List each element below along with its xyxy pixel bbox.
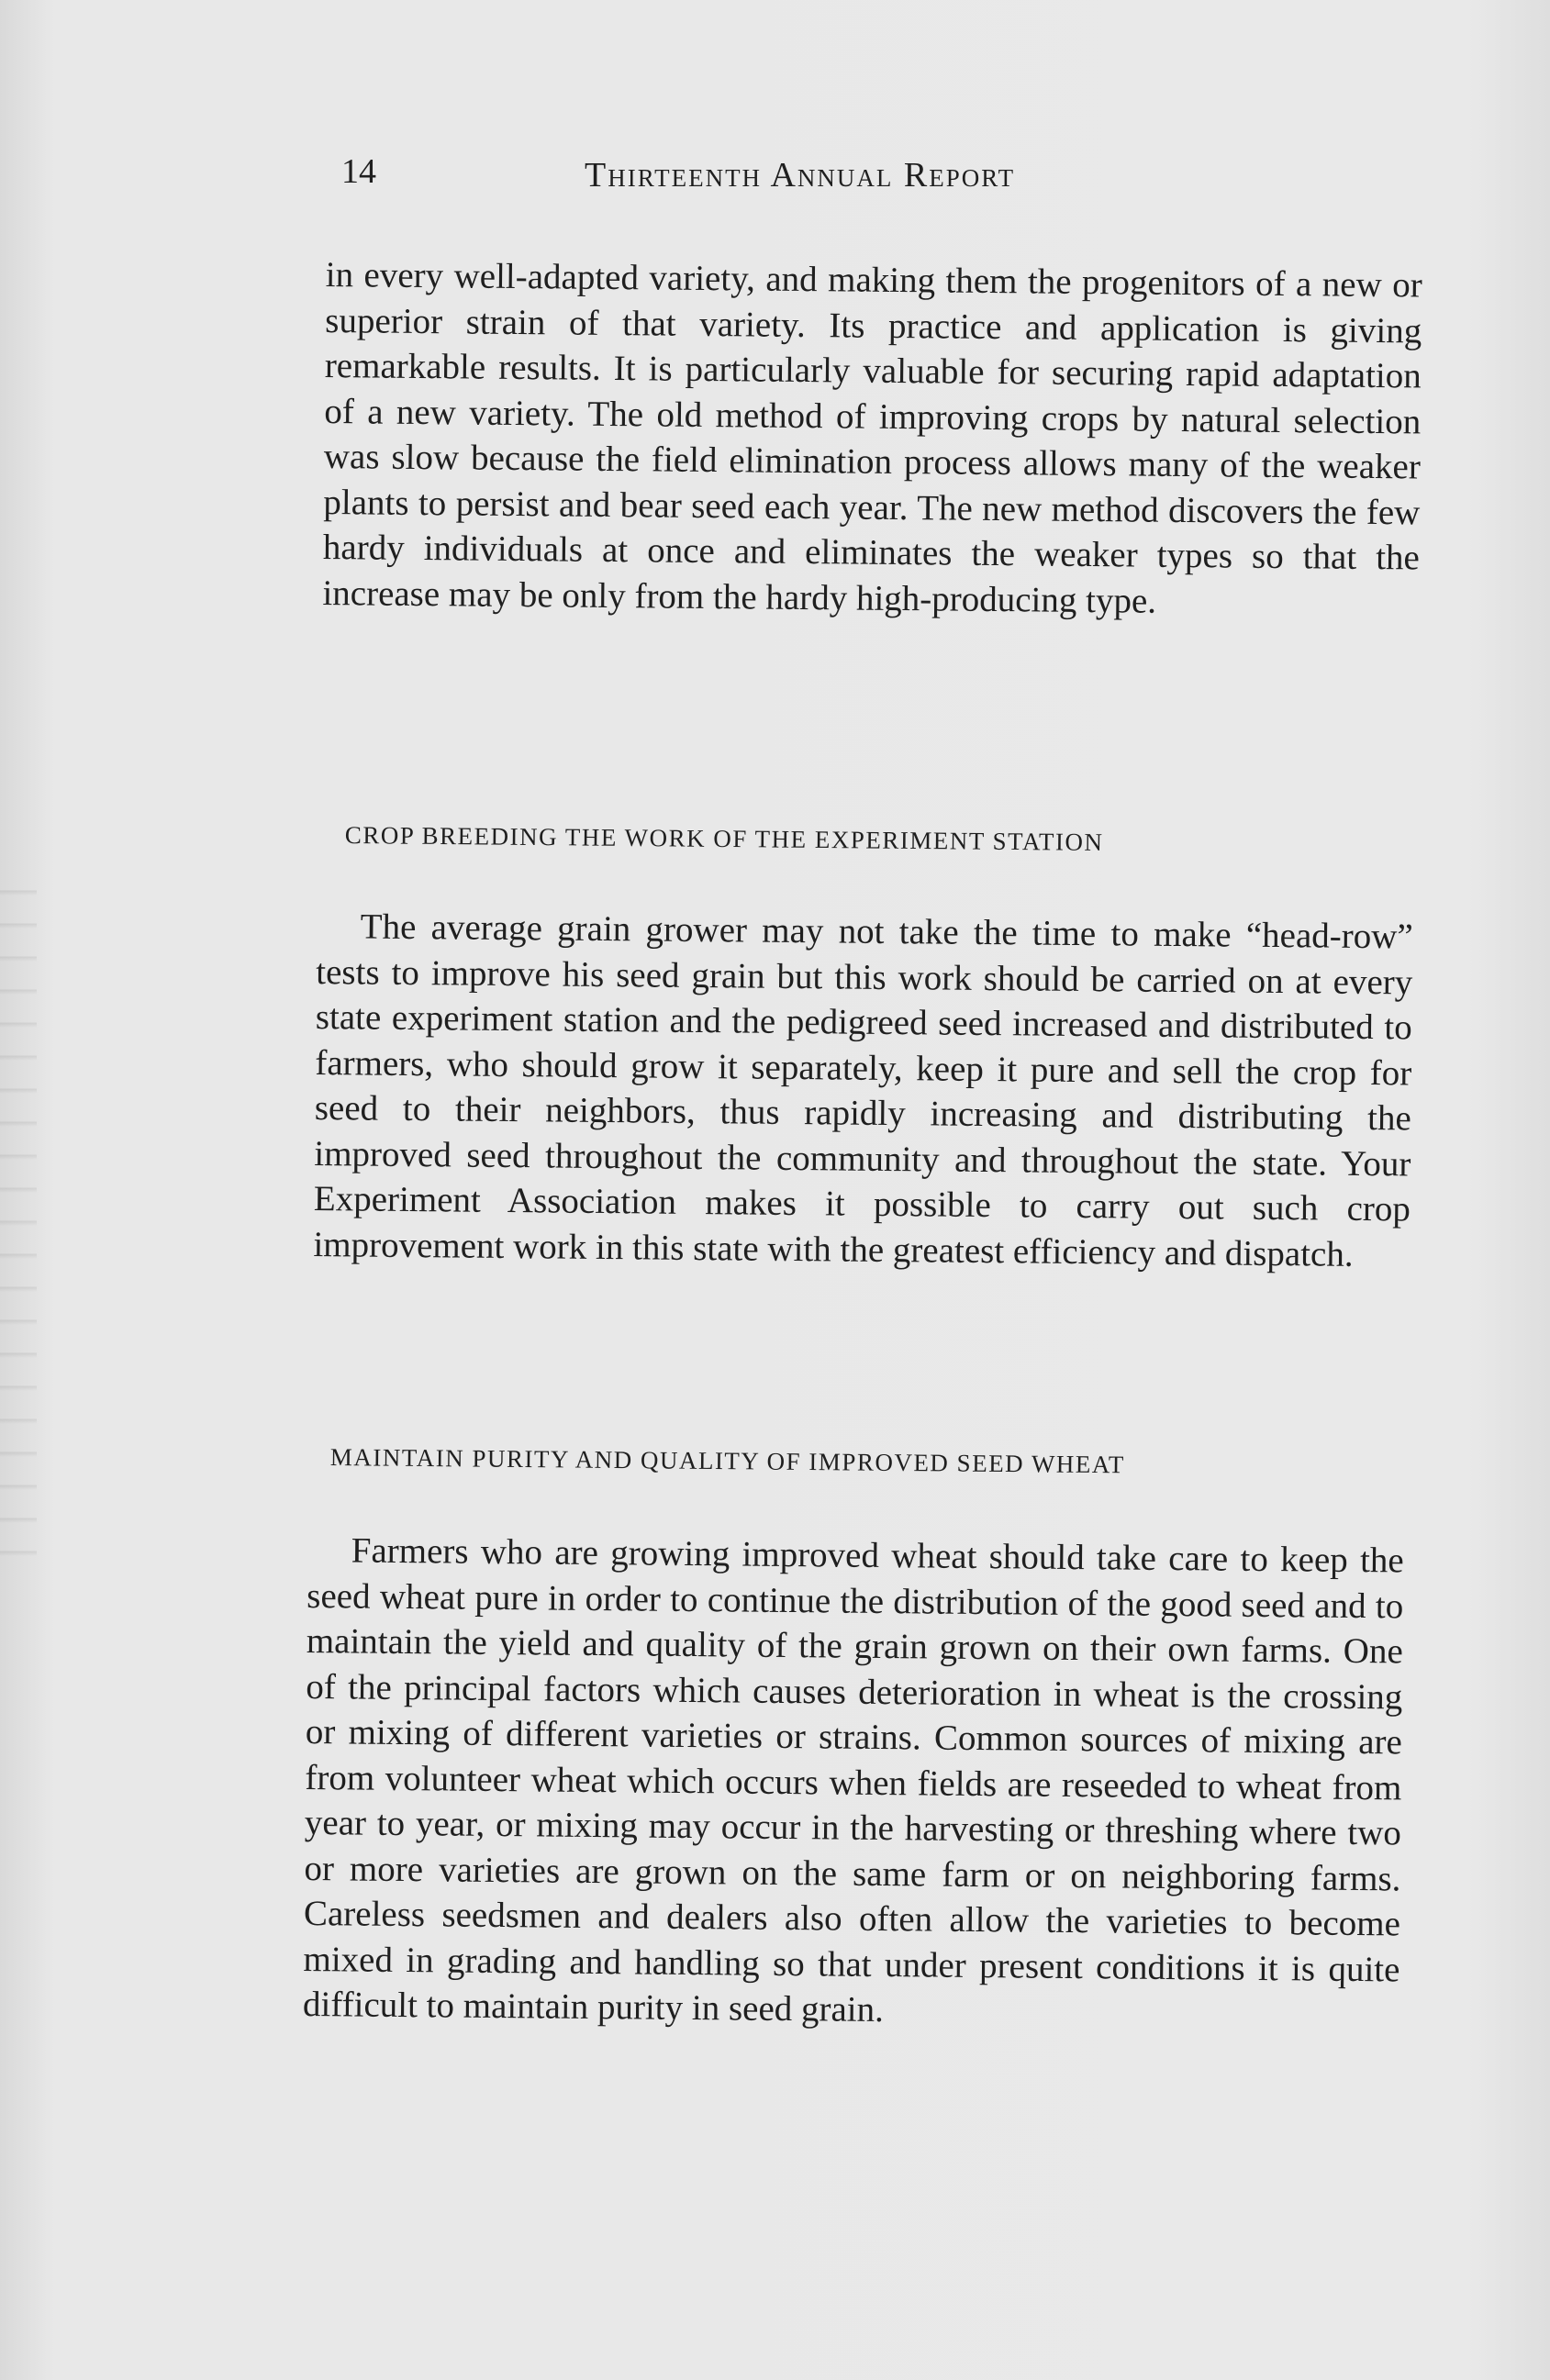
- intro-paragraph: in every well-adapted variety, and making them the progenitors of a new or superior strain of that variety. Its practice and application is giving remarkable results. It is particularly valuable for securing rapid adaptation of a new variety. The old method of improving crops by natural selection was slow because the field elimination process allows many of the weaker plants to persist and bear seed each year. The new method discovers the few hardy individuals at once and eliminates the weaker types so that the increase may be only from the hardy high-producing type.: [322, 254, 1422, 621]
- intro-text-block: [322, 252, 1422, 626]
- page-number: 14: [341, 152, 376, 191]
- section-heading-maintain-purity: MAINTAIN PURITY AND QUALITY OF IMPROVED SEED WHEAT: [329, 1443, 1126, 1479]
- page-edge-shadow: [0, 862, 37, 1560]
- maintain-purity-text-block: [303, 1528, 1404, 2038]
- section-heading-crop-breeding: CROP BREEDING THE WORK OF THE EXPERIMENT STATION: [344, 821, 1104, 856]
- maintain-purity-paragraph: Farmers who are growing improved wheat should take care to keep the seed wheat pure in order to continue the distribution of the good seed and to maintain the yield and quality of the grain grown on their own farms. One of the principal factors which causes deterioration in wheat is the crossing or mixing of different varieties or strains. Common sources of mixing are from volunteer wheat which occurs when fields are reseeded to wheat from year to year, or mixing may occur in the harvesting or threshing where two or more varieties are grown on the same farm or on neighboring farms. Careless seedsmen and dealers also often allow the varieties to become mixed in grading and handling so that under present conditions it is quite difficult to maintain purity in seed grain.: [302, 1530, 1404, 2030]
- crop-breeding-text-block: [313, 904, 1413, 1277]
- running-head: [341, 151, 1424, 206]
- crop-breeding-paragraph: The average grain grower may not take the time to make “head-row” tests to improve his seed grain but this work should be carried on at every state experiment station and the pedigreed seed increased and distributed to farmers, who should grow it separately, keep it pure and sell the crop for seed to their neighbors, thus rapidly increasing and distributing the improved seed throughout the community and throughout the state. Your Experiment Association makes it possible to carry out such crop improvement work in this state with the greatest efficiency and dispatch.: [313, 906, 1413, 1274]
- running-title: Thirteenth Annual Report: [585, 156, 1016, 195]
